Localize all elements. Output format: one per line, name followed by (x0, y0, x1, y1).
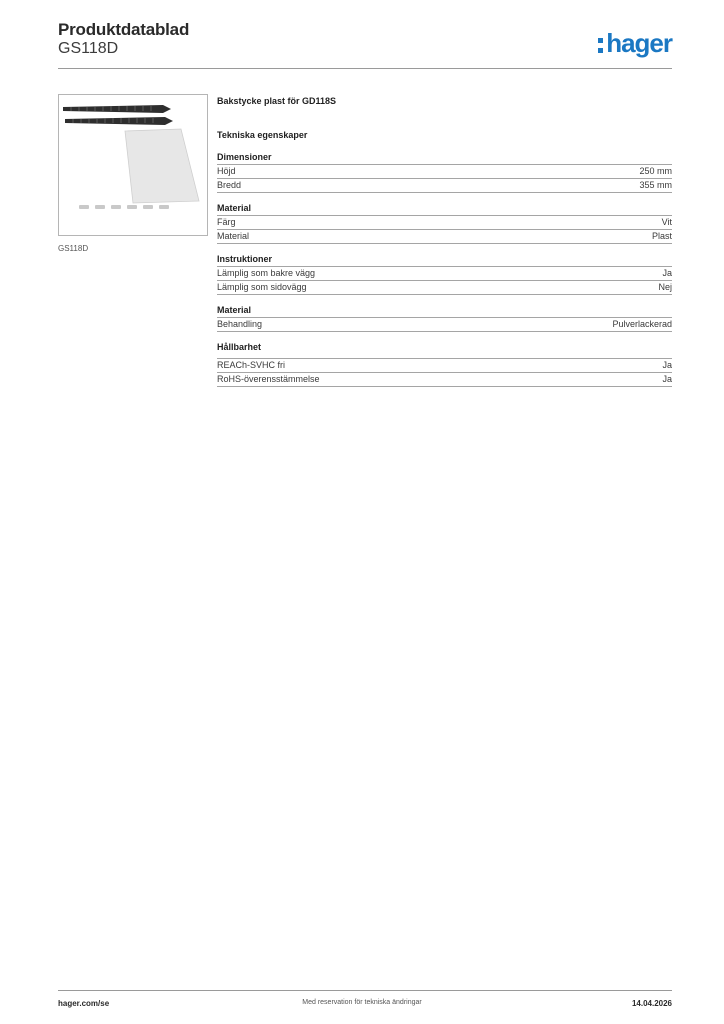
section-instruktioner (217, 254, 672, 295)
section-dimensioner (217, 152, 672, 193)
section-material (217, 203, 672, 244)
spec-label: Lämplig som bakre vägg (217, 268, 316, 278)
spec-value: Ja (662, 268, 672, 278)
spec-label: Lämplig som sidovägg (217, 282, 307, 292)
spec-value: Pulverlackerad (612, 319, 672, 329)
spec-content (217, 96, 672, 397)
footer-disclaimer: Med reservation för tekniska ändringar (302, 999, 422, 1006)
spec-row (217, 179, 672, 193)
product-code: GS118D (58, 40, 119, 57)
spec-label: REACh-SVHC fri (217, 360, 286, 370)
spec-value: Ja (662, 360, 672, 370)
spec-value: Plast (651, 231, 672, 241)
section-title: Material (217, 203, 672, 216)
spec-row (217, 281, 672, 295)
footer-divider (58, 990, 672, 991)
spec-row (217, 359, 672, 373)
logo-dots-icon (598, 38, 603, 53)
section-hallbarhet (217, 342, 672, 387)
footer-website-link[interactable]: hager.com/se (58, 999, 110, 1008)
footer-date: 14.04.2026 (631, 999, 672, 1008)
spec-row (217, 216, 672, 230)
logo-text: hager (606, 28, 672, 58)
section-behandling (217, 305, 672, 332)
product-name: Bakstycke plast för GD118S (217, 96, 337, 106)
spec-row (217, 318, 672, 332)
section-title: Dimensioner (217, 152, 672, 165)
section-title: Material (217, 305, 672, 318)
spec-value: Ja (662, 374, 672, 384)
image-caption: GS118D (58, 244, 89, 253)
spec-label: RoHS-överensstämmelse (217, 374, 320, 384)
product-illustration-icon (59, 95, 207, 235)
section-title: Hållbarhet (217, 342, 262, 352)
header-divider (58, 68, 672, 69)
spec-row (217, 165, 672, 179)
spec-label: Behandling (217, 319, 263, 329)
spec-row (217, 373, 672, 387)
page-title: Produktdatablad (58, 20, 190, 39)
tech-heading: Tekniska egenskaper (217, 130, 308, 140)
spec-value: 355 mm (639, 180, 672, 190)
spec-label: Höjd (217, 166, 236, 176)
spec-row (217, 230, 672, 244)
spec-label: Färg (217, 217, 236, 227)
product-image (58, 94, 208, 236)
hager-logo (598, 28, 672, 59)
spec-label: Bredd (217, 180, 242, 190)
spec-value: Nej (658, 282, 672, 292)
section-title: Instruktioner (217, 254, 672, 267)
spec-row (217, 267, 672, 281)
section-divider (217, 352, 672, 359)
spec-label: Material (217, 231, 250, 241)
spec-value: Vit (661, 217, 672, 227)
spec-value: 250 mm (639, 166, 672, 176)
